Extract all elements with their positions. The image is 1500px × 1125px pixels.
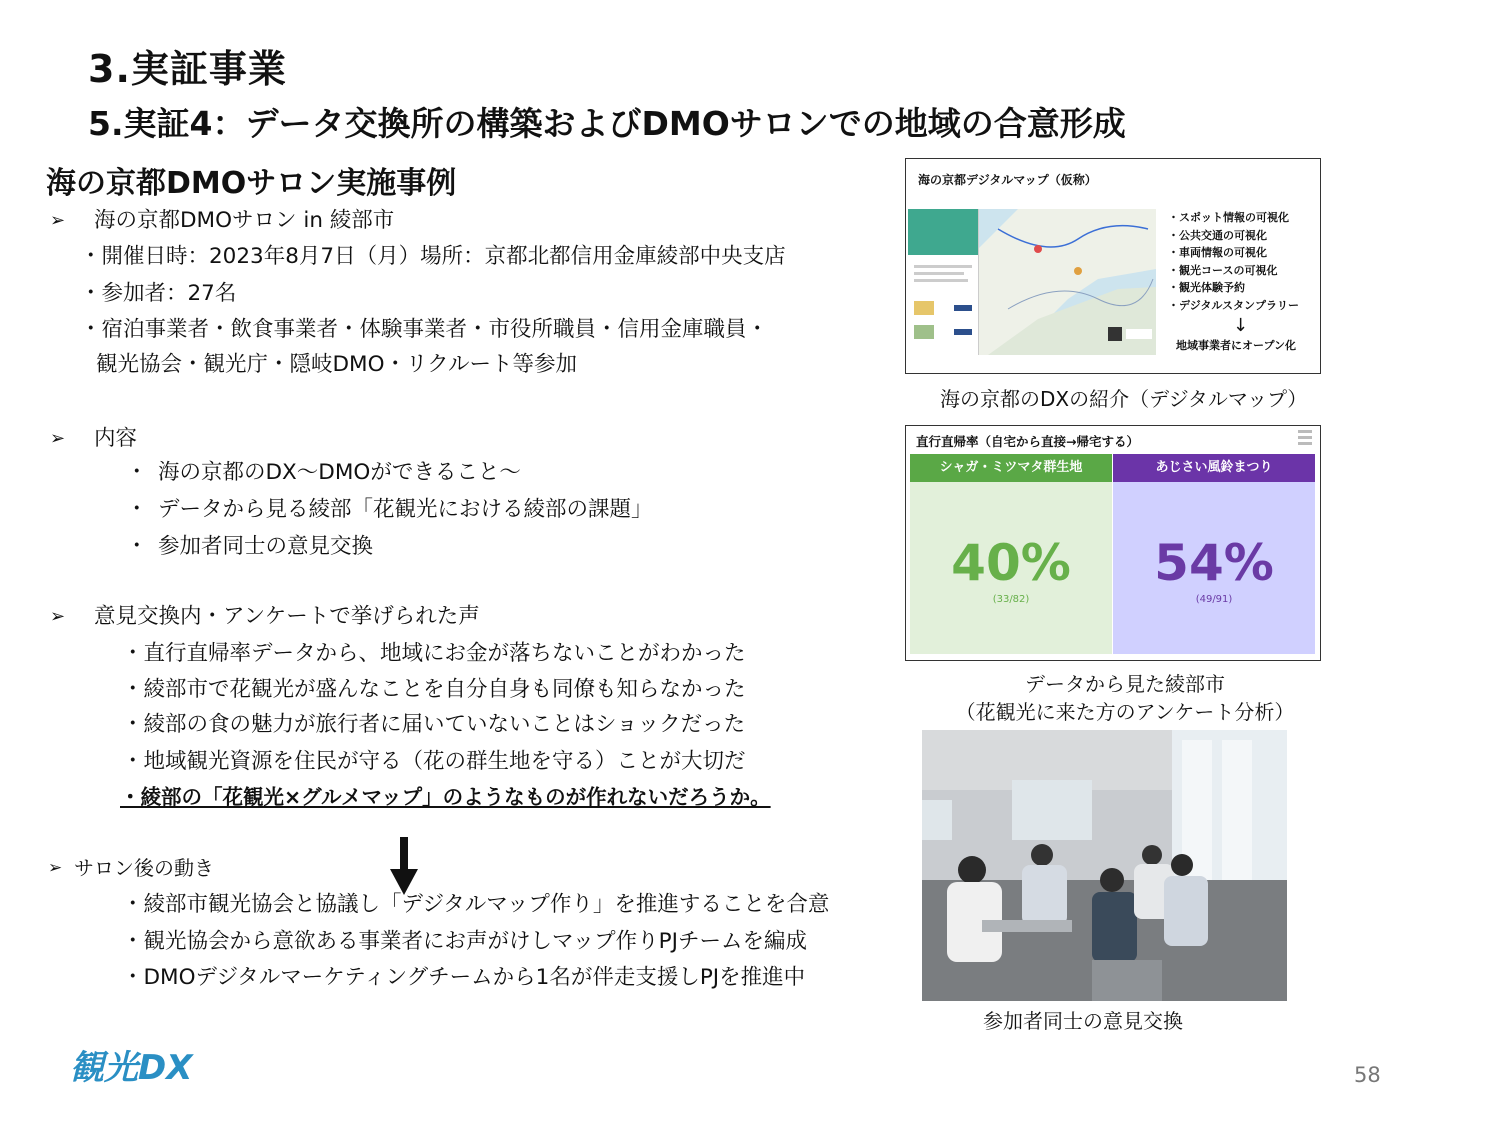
stat-title: 直行直帰率（自宅から直接→帰宅する）: [916, 434, 1139, 449]
block2-item: 海の京都のDX～DMOができること～: [158, 460, 521, 485]
block1-heading: 海の京都DMOサロン in 綾部市: [94, 208, 395, 233]
map-illustration: [978, 209, 1156, 355]
item-dot: ・: [126, 534, 148, 559]
block4-line: ・DMOデジタルマーケティングチームから1名が伴走支援しPJを推進中: [122, 965, 806, 990]
meeting-photo-illustration: [922, 730, 1287, 1001]
stat-fraction: (49/91): [1195, 594, 1233, 605]
map-feature: ・観光体験予約: [1168, 281, 1245, 294]
block4-line: ・観光協会から意欲ある事業者にお声がけしマップ作りPJチームを編成: [122, 929, 807, 954]
menu-icon: [1298, 430, 1312, 448]
phone-header-banner: [908, 209, 978, 255]
phone-button: [954, 305, 972, 311]
map-caption: 海の京都のDXの紹介（デジタルマップ）: [940, 387, 1308, 411]
map-screenshot: [908, 209, 1156, 355]
map-down-arrow-icon: ↓: [1233, 315, 1249, 336]
stat-percent: 54%: [1154, 534, 1274, 592]
bullet-icon: ➢: [50, 428, 66, 449]
stat-box-left: [910, 454, 1112, 654]
stat-label: あじさい風鈴まつり: [1113, 454, 1315, 482]
stat-caption-line: データから見た綾部市: [1025, 672, 1225, 696]
block2-heading: 内容: [94, 426, 138, 451]
map-feature: ・公共交通の可視化: [1168, 228, 1267, 242]
block3-line: ・綾部の食の魅力が旅行者に届いていないことはショックだった: [122, 712, 746, 737]
map-result-text: 地域事業者にオープン化: [1176, 339, 1297, 352]
phone-text-line: [914, 272, 964, 275]
photo-caption: 参加者同士の意見交換: [983, 1009, 1183, 1033]
phone-thumb: [914, 325, 934, 339]
block1-line: 観光協会・観光庁・隠岐DMO・リクルート等参加: [96, 352, 577, 377]
block1-line: ・参加者：27名: [80, 281, 237, 306]
stat-caption: [905, 670, 1345, 726]
block2-item: 参加者同士の意見交換: [158, 534, 374, 559]
bullet-icon: ➢: [50, 210, 66, 231]
kanko-dx-logo: 観光DX: [70, 1048, 193, 1088]
map-feature: ・スポット情報の可視化: [1168, 211, 1289, 224]
stat-percent: 40%: [951, 534, 1071, 592]
page-number: 58: [1354, 1063, 1381, 1087]
block2-item: データから見る綾部「花観光における綾部の課題」: [158, 497, 653, 522]
slide-title: 3.実証事業: [88, 47, 287, 91]
slide-subtitle: 5.実証4：データ交換所の構築およびDMOサロンでの地域の合意形成: [88, 104, 1126, 143]
phone-text-line: [914, 265, 972, 268]
block1-line: ・開催日時：2023年8月7日（月）場所：京都北都信用金庫綾部中央支店: [80, 244, 786, 269]
map-feature: ・デジタルスタンプラリー: [1168, 298, 1300, 312]
stat-label: シャガ・ミツマタ群生地: [910, 454, 1112, 482]
stat-box-right: [1113, 454, 1315, 654]
bullet-icon: ➢: [48, 858, 63, 878]
block3-heading: 意見交換内・アンケートで挙げられた声: [94, 604, 480, 629]
bullet-icon: ➢: [50, 606, 66, 627]
block4-heading: サロン後の動き: [74, 856, 214, 880]
section-title: 海の京都DMOサロン実施事例: [46, 166, 457, 201]
meeting-photo: [922, 730, 1287, 1001]
map-figure-title: 海の京都デジタルマップ（仮称）: [918, 173, 1097, 187]
block4-line: ・綾部市観光協会と協議し「デジタルマップ作り」を推進することを合意: [122, 892, 830, 917]
block1-line: ・宿泊事業者・飲食事業者・体験事業者・市役所職員・信用金庫職員・: [80, 317, 769, 342]
down-arrow-icon: [390, 837, 418, 895]
item-dot: ・: [126, 460, 148, 485]
digital-map-figure: [905, 158, 1321, 374]
map-feature: ・観光コースの可視化: [1168, 263, 1278, 277]
phone-button: [954, 329, 972, 335]
block3-line: ・直行直帰率データから、地域にお金が落ちないことがわかった: [122, 641, 746, 666]
stat-caption-line: （花観光に来た方のアンケート分析）: [955, 700, 1295, 724]
phone-text-line: [914, 279, 968, 282]
stat-fraction: (33/82): [992, 594, 1030, 605]
phone-screen: [908, 209, 979, 355]
phone-thumb: [914, 301, 934, 315]
block3-line: ・綾部市で花観光が盛んなことを自分自身も同僚も知らなかった: [122, 677, 746, 702]
map-feature-list: [1168, 209, 1299, 314]
block3-emphasis: ・綾部の「花観光×グルメマップ」のようなものが作れないだろうか。: [120, 785, 771, 809]
map-feature: ・車両情報の可視化: [1168, 246, 1267, 259]
item-dot: ・: [126, 497, 148, 522]
direct-return-rate-figure: [905, 425, 1321, 661]
block3-line: ・地域観光資源を住民が守る（花の群生地を守る）ことが大切だ: [122, 749, 746, 774]
